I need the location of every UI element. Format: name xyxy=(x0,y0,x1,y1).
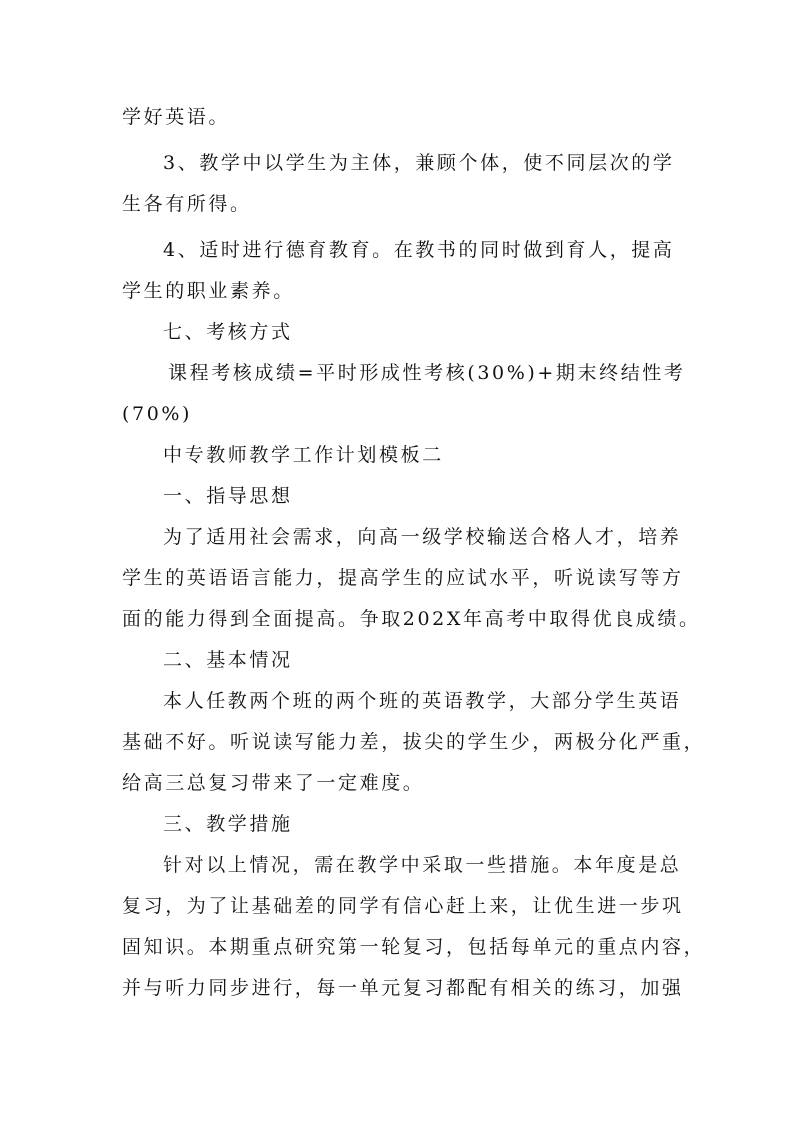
text-line-12: 学生的英语语言能力，提高学生的应试水平，听说读写等方 xyxy=(122,567,684,589)
text-line-15: 本人任教两个班的两个班的英语教学，大部分学生英语 xyxy=(163,690,682,712)
text-line-8: (70%) xyxy=(122,403,193,425)
text-line-13: 面的能力得到全面提高。争取202X年高考中取得优良成绩。 xyxy=(122,608,701,630)
text-line-4: 4、适时进行德育教育。在教书的同时做到育人，提高 xyxy=(163,239,675,261)
text-line-11: 为了适用社会需求，向高一级学校输送合格人才，培养 xyxy=(163,526,682,548)
section-heading-guiding-thought: 一、指导思想 xyxy=(163,485,293,507)
text-line-5: 学生的职业素养。 xyxy=(122,280,295,302)
text-line-17: 给高三总复习带来了一定难度。 xyxy=(122,772,425,794)
section-heading-teaching-measures: 三、教学措施 xyxy=(163,813,293,835)
text-line-21: 固知识。本期重点研究第一轮复习，包括每单元的重点内容， xyxy=(122,936,706,958)
text-line-22: 并与听力同步进行，每一单元复习都配有相关的练习，加强 xyxy=(122,977,684,999)
text-line-20: 复习，为了让基础差的同学有信心赶上来，让优生进一步巩 xyxy=(122,895,684,917)
text-line-19: 针对以上情况，需在教学中采取一些措施。本年度是总 xyxy=(163,854,682,876)
text-line-2: 3、教学中以学生为主体，兼顾个体，使不同层次的学 xyxy=(163,152,675,174)
text-line-3: 生各有所得。 xyxy=(122,193,252,215)
section-heading-basic-situation: 二、基本情况 xyxy=(163,649,293,671)
document-subtitle: 中专教师教学工作计划模板二 xyxy=(163,444,444,466)
text-line-1: 学好英语。 xyxy=(122,106,231,128)
section-heading-assessment: 七、考核方式 xyxy=(163,321,293,343)
text-line-16: 基础不好。听说读写能力差，拔尖的学生少，两极分化严重， xyxy=(122,731,706,753)
text-line-7: 课程考核成绩=平时形成性考核(30%)+期末终结性考 xyxy=(168,362,686,384)
